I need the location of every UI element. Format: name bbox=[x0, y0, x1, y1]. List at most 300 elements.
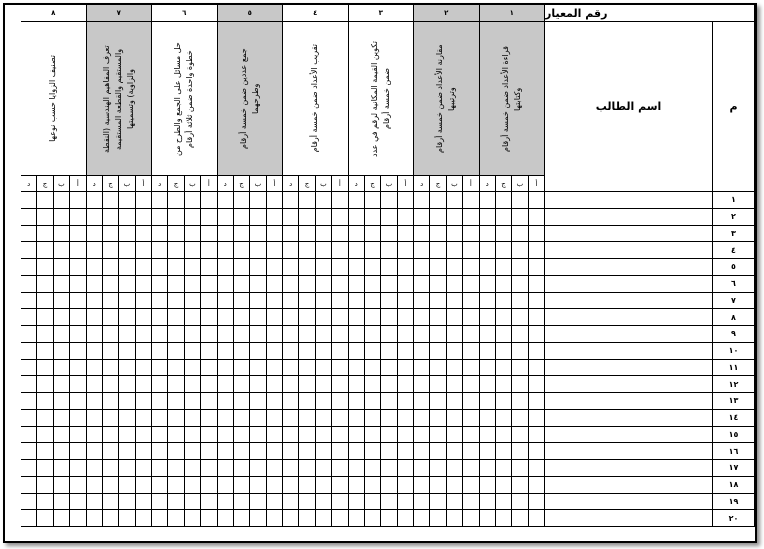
grade-cell[interactable] bbox=[168, 393, 184, 410]
grade-cell[interactable] bbox=[316, 343, 332, 360]
grade-cell[interactable] bbox=[152, 510, 168, 527]
grade-cell[interactable] bbox=[250, 226, 266, 243]
grade-cell[interactable] bbox=[430, 259, 446, 276]
grade-cell[interactable] bbox=[365, 443, 381, 460]
grade-cell[interactable] bbox=[185, 293, 201, 310]
grade-cell[interactable] bbox=[480, 242, 496, 259]
grade-cell[interactable] bbox=[234, 209, 250, 226]
grade-cell[interactable] bbox=[414, 192, 430, 209]
grade-cell[interactable] bbox=[430, 494, 446, 511]
grade-cell[interactable] bbox=[463, 309, 479, 326]
grade-cell[interactable] bbox=[185, 393, 201, 410]
grade-cell[interactable] bbox=[529, 510, 545, 527]
grade-cell[interactable] bbox=[529, 393, 545, 410]
student-name-cell[interactable] bbox=[545, 410, 713, 427]
grade-cell[interactable] bbox=[37, 393, 53, 410]
grade-cell[interactable] bbox=[201, 293, 217, 310]
grade-cell[interactable] bbox=[21, 343, 37, 360]
grade-cell[interactable] bbox=[365, 209, 381, 226]
grade-cell[interactable] bbox=[21, 259, 37, 276]
grade-cell[interactable] bbox=[512, 226, 528, 243]
grade-cell[interactable] bbox=[218, 360, 234, 377]
grade-cell[interactable] bbox=[234, 393, 250, 410]
grade-cell[interactable] bbox=[496, 477, 512, 494]
grade-cell[interactable] bbox=[398, 192, 414, 209]
grade-cell[interactable] bbox=[21, 477, 37, 494]
grade-cell[interactable] bbox=[316, 309, 332, 326]
grade-cell[interactable] bbox=[299, 477, 315, 494]
grade-cell[interactable] bbox=[496, 376, 512, 393]
grade-cell[interactable] bbox=[332, 192, 348, 209]
grade-cell[interactable] bbox=[136, 293, 152, 310]
grade-cell[interactable] bbox=[87, 259, 103, 276]
grade-cell[interactable] bbox=[37, 242, 53, 259]
grade-cell[interactable] bbox=[267, 410, 283, 427]
grade-cell[interactable] bbox=[267, 326, 283, 343]
grade-cell[interactable] bbox=[152, 226, 168, 243]
student-name-cell[interactable] bbox=[545, 460, 713, 477]
grade-cell[interactable] bbox=[152, 209, 168, 226]
grade-cell[interactable] bbox=[365, 360, 381, 377]
grade-cell[interactable] bbox=[512, 192, 528, 209]
grade-cell[interactable] bbox=[398, 393, 414, 410]
grade-cell[interactable] bbox=[283, 360, 299, 377]
grade-cell[interactable] bbox=[365, 494, 381, 511]
grade-cell[interactable] bbox=[447, 343, 463, 360]
grade-cell[interactable] bbox=[398, 460, 414, 477]
grade-cell[interactable] bbox=[430, 192, 446, 209]
grade-cell[interactable] bbox=[152, 410, 168, 427]
grade-cell[interactable] bbox=[136, 460, 152, 477]
student-name-cell[interactable] bbox=[545, 242, 713, 259]
grade-cell[interactable] bbox=[152, 192, 168, 209]
grade-cell[interactable] bbox=[299, 460, 315, 477]
grade-cell[interactable] bbox=[152, 494, 168, 511]
grade-cell[interactable] bbox=[299, 427, 315, 444]
grade-cell[interactable] bbox=[480, 410, 496, 427]
grade-cell[interactable] bbox=[349, 226, 365, 243]
grade-cell[interactable] bbox=[316, 209, 332, 226]
grade-cell[interactable] bbox=[54, 226, 70, 243]
grade-cell[interactable] bbox=[496, 309, 512, 326]
grade-cell[interactable] bbox=[250, 460, 266, 477]
grade-cell[interactable] bbox=[480, 209, 496, 226]
grade-cell[interactable] bbox=[365, 326, 381, 343]
grade-cell[interactable] bbox=[37, 443, 53, 460]
grade-cell[interactable] bbox=[218, 326, 234, 343]
grade-cell[interactable] bbox=[21, 209, 37, 226]
grade-cell[interactable] bbox=[21, 410, 37, 427]
grade-cell[interactable] bbox=[349, 460, 365, 477]
grade-cell[interactable] bbox=[316, 443, 332, 460]
grade-cell[interactable] bbox=[299, 242, 315, 259]
grade-cell[interactable] bbox=[299, 393, 315, 410]
grade-cell[interactable] bbox=[37, 309, 53, 326]
grade-cell[interactable] bbox=[54, 343, 70, 360]
grade-cell[interactable] bbox=[349, 192, 365, 209]
grade-cell[interactable] bbox=[234, 477, 250, 494]
grade-cell[interactable] bbox=[430, 309, 446, 326]
grade-cell[interactable] bbox=[463, 443, 479, 460]
grade-cell[interactable] bbox=[480, 376, 496, 393]
grade-cell[interactable] bbox=[201, 443, 217, 460]
grade-cell[interactable] bbox=[332, 326, 348, 343]
grade-cell[interactable] bbox=[349, 494, 365, 511]
grade-cell[interactable] bbox=[70, 259, 86, 276]
grade-cell[interactable] bbox=[349, 242, 365, 259]
grade-cell[interactable] bbox=[299, 293, 315, 310]
grade-cell[interactable] bbox=[365, 259, 381, 276]
student-name-cell[interactable] bbox=[545, 393, 713, 410]
student-name-cell[interactable] bbox=[545, 360, 713, 377]
grade-cell[interactable] bbox=[70, 343, 86, 360]
grade-cell[interactable] bbox=[398, 276, 414, 293]
grade-cell[interactable] bbox=[299, 443, 315, 460]
grade-cell[interactable] bbox=[529, 443, 545, 460]
grade-cell[interactable] bbox=[103, 343, 119, 360]
grade-cell[interactable] bbox=[103, 477, 119, 494]
grade-cell[interactable] bbox=[201, 410, 217, 427]
grade-cell[interactable] bbox=[103, 293, 119, 310]
grade-cell[interactable] bbox=[414, 326, 430, 343]
grade-cell[interactable] bbox=[267, 477, 283, 494]
grade-cell[interactable] bbox=[267, 460, 283, 477]
grade-cell[interactable] bbox=[381, 477, 397, 494]
grade-cell[interactable] bbox=[529, 376, 545, 393]
grade-cell[interactable] bbox=[267, 209, 283, 226]
grade-cell[interactable] bbox=[381, 309, 397, 326]
grade-cell[interactable] bbox=[283, 510, 299, 527]
grade-cell[interactable] bbox=[512, 494, 528, 511]
grade-cell[interactable] bbox=[21, 393, 37, 410]
grade-cell[interactable] bbox=[218, 427, 234, 444]
grade-cell[interactable] bbox=[529, 494, 545, 511]
grade-cell[interactable] bbox=[414, 376, 430, 393]
student-name-cell[interactable] bbox=[545, 343, 713, 360]
grade-cell[interactable] bbox=[87, 477, 103, 494]
grade-cell[interactable] bbox=[201, 309, 217, 326]
grade-cell[interactable] bbox=[201, 276, 217, 293]
grade-cell[interactable] bbox=[463, 343, 479, 360]
grade-cell[interactable] bbox=[299, 226, 315, 243]
grade-cell[interactable] bbox=[496, 360, 512, 377]
grade-cell[interactable] bbox=[152, 443, 168, 460]
grade-cell[interactable] bbox=[54, 443, 70, 460]
grade-cell[interactable] bbox=[54, 209, 70, 226]
grade-cell[interactable] bbox=[529, 427, 545, 444]
grade-cell[interactable] bbox=[218, 242, 234, 259]
grade-cell[interactable] bbox=[70, 242, 86, 259]
grade-cell[interactable] bbox=[185, 443, 201, 460]
grade-cell[interactable] bbox=[54, 376, 70, 393]
grade-cell[interactable] bbox=[21, 192, 37, 209]
grade-cell[interactable] bbox=[87, 192, 103, 209]
grade-cell[interactable] bbox=[283, 226, 299, 243]
grade-cell[interactable] bbox=[218, 510, 234, 527]
grade-cell[interactable] bbox=[447, 259, 463, 276]
grade-cell[interactable] bbox=[512, 209, 528, 226]
grade-cell[interactable] bbox=[463, 427, 479, 444]
grade-cell[interactable] bbox=[463, 494, 479, 511]
grade-cell[interactable] bbox=[480, 343, 496, 360]
grade-cell[interactable] bbox=[267, 242, 283, 259]
grade-cell[interactable] bbox=[54, 360, 70, 377]
grade-cell[interactable] bbox=[119, 343, 135, 360]
grade-cell[interactable] bbox=[512, 443, 528, 460]
grade-cell[interactable] bbox=[54, 192, 70, 209]
grade-cell[interactable] bbox=[119, 494, 135, 511]
grade-cell[interactable] bbox=[398, 226, 414, 243]
grade-cell[interactable] bbox=[283, 242, 299, 259]
grade-cell[interactable] bbox=[430, 326, 446, 343]
grade-cell[interactable] bbox=[54, 393, 70, 410]
grade-cell[interactable] bbox=[103, 460, 119, 477]
grade-cell[interactable] bbox=[267, 293, 283, 310]
grade-cell[interactable] bbox=[201, 226, 217, 243]
student-name-cell[interactable] bbox=[545, 376, 713, 393]
grade-cell[interactable] bbox=[365, 460, 381, 477]
grade-cell[interactable] bbox=[529, 259, 545, 276]
grade-cell[interactable] bbox=[316, 376, 332, 393]
grade-cell[interactable] bbox=[381, 326, 397, 343]
grade-cell[interactable] bbox=[21, 360, 37, 377]
grade-cell[interactable] bbox=[119, 443, 135, 460]
grade-cell[interactable] bbox=[136, 427, 152, 444]
grade-cell[interactable] bbox=[316, 410, 332, 427]
grade-cell[interactable] bbox=[267, 427, 283, 444]
grade-cell[interactable] bbox=[168, 376, 184, 393]
grade-cell[interactable] bbox=[463, 410, 479, 427]
grade-cell[interactable] bbox=[316, 326, 332, 343]
grade-cell[interactable] bbox=[70, 477, 86, 494]
grade-cell[interactable] bbox=[152, 259, 168, 276]
grade-cell[interactable] bbox=[283, 494, 299, 511]
grade-cell[interactable] bbox=[103, 276, 119, 293]
grade-cell[interactable] bbox=[480, 494, 496, 511]
grade-cell[interactable] bbox=[250, 309, 266, 326]
grade-cell[interactable] bbox=[332, 443, 348, 460]
grade-cell[interactable] bbox=[381, 343, 397, 360]
grade-cell[interactable] bbox=[496, 393, 512, 410]
grade-cell[interactable] bbox=[234, 510, 250, 527]
grade-cell[interactable] bbox=[119, 192, 135, 209]
grade-cell[interactable] bbox=[103, 410, 119, 427]
grade-cell[interactable] bbox=[37, 226, 53, 243]
grade-cell[interactable] bbox=[332, 293, 348, 310]
grade-cell[interactable] bbox=[414, 443, 430, 460]
grade-cell[interactable] bbox=[529, 309, 545, 326]
grade-cell[interactable] bbox=[480, 259, 496, 276]
grade-cell[interactable] bbox=[168, 259, 184, 276]
grade-cell[interactable] bbox=[283, 192, 299, 209]
grade-cell[interactable] bbox=[103, 494, 119, 511]
grade-cell[interactable] bbox=[70, 510, 86, 527]
grade-cell[interactable] bbox=[316, 494, 332, 511]
grade-cell[interactable] bbox=[430, 343, 446, 360]
grade-cell[interactable] bbox=[430, 427, 446, 444]
grade-cell[interactable] bbox=[430, 376, 446, 393]
grade-cell[interactable] bbox=[152, 326, 168, 343]
grade-cell[interactable] bbox=[234, 326, 250, 343]
grade-cell[interactable] bbox=[87, 242, 103, 259]
grade-cell[interactable] bbox=[299, 510, 315, 527]
grade-cell[interactable] bbox=[103, 192, 119, 209]
grade-cell[interactable] bbox=[316, 427, 332, 444]
grade-cell[interactable] bbox=[201, 326, 217, 343]
student-name-cell[interactable] bbox=[545, 427, 713, 444]
grade-cell[interactable] bbox=[54, 510, 70, 527]
grade-cell[interactable] bbox=[332, 259, 348, 276]
grade-cell[interactable] bbox=[381, 276, 397, 293]
grade-cell[interactable] bbox=[332, 209, 348, 226]
grade-cell[interactable] bbox=[234, 309, 250, 326]
grade-cell[interactable] bbox=[529, 410, 545, 427]
grade-cell[interactable] bbox=[267, 360, 283, 377]
grade-cell[interactable] bbox=[365, 410, 381, 427]
grade-cell[interactable] bbox=[398, 376, 414, 393]
grade-cell[interactable] bbox=[414, 343, 430, 360]
grade-cell[interactable] bbox=[349, 209, 365, 226]
grade-cell[interactable] bbox=[250, 360, 266, 377]
grade-cell[interactable] bbox=[447, 393, 463, 410]
grade-cell[interactable] bbox=[168, 410, 184, 427]
grade-cell[interactable] bbox=[119, 242, 135, 259]
grade-cell[interactable] bbox=[447, 410, 463, 427]
grade-cell[interactable] bbox=[512, 343, 528, 360]
grade-cell[interactable] bbox=[316, 259, 332, 276]
grade-cell[interactable] bbox=[70, 326, 86, 343]
grade-cell[interactable] bbox=[316, 242, 332, 259]
grade-cell[interactable] bbox=[87, 326, 103, 343]
grade-cell[interactable] bbox=[496, 326, 512, 343]
grade-cell[interactable] bbox=[119, 427, 135, 444]
grade-cell[interactable] bbox=[414, 360, 430, 377]
grade-cell[interactable] bbox=[349, 360, 365, 377]
grade-cell[interactable] bbox=[250, 326, 266, 343]
grade-cell[interactable] bbox=[381, 242, 397, 259]
grade-cell[interactable] bbox=[381, 410, 397, 427]
grade-cell[interactable] bbox=[54, 293, 70, 310]
grade-cell[interactable] bbox=[87, 393, 103, 410]
grade-cell[interactable] bbox=[201, 360, 217, 377]
grade-cell[interactable] bbox=[381, 192, 397, 209]
grade-cell[interactable] bbox=[21, 443, 37, 460]
grade-cell[interactable] bbox=[512, 427, 528, 444]
grade-cell[interactable] bbox=[480, 393, 496, 410]
grade-cell[interactable] bbox=[119, 460, 135, 477]
grade-cell[interactable] bbox=[119, 410, 135, 427]
grade-cell[interactable] bbox=[496, 494, 512, 511]
grade-cell[interactable] bbox=[463, 226, 479, 243]
grade-cell[interactable] bbox=[201, 477, 217, 494]
grade-cell[interactable] bbox=[332, 494, 348, 511]
grade-cell[interactable] bbox=[398, 326, 414, 343]
grade-cell[interactable] bbox=[414, 226, 430, 243]
grade-cell[interactable] bbox=[447, 360, 463, 377]
grade-cell[interactable] bbox=[185, 360, 201, 377]
grade-cell[interactable] bbox=[201, 343, 217, 360]
grade-cell[interactable] bbox=[283, 276, 299, 293]
grade-cell[interactable] bbox=[185, 427, 201, 444]
grade-cell[interactable] bbox=[496, 427, 512, 444]
grade-cell[interactable] bbox=[529, 276, 545, 293]
grade-cell[interactable] bbox=[332, 276, 348, 293]
grade-cell[interactable] bbox=[37, 410, 53, 427]
grade-cell[interactable] bbox=[365, 393, 381, 410]
grade-cell[interactable] bbox=[299, 259, 315, 276]
grade-cell[interactable] bbox=[136, 343, 152, 360]
grade-cell[interactable] bbox=[218, 209, 234, 226]
grade-cell[interactable] bbox=[316, 226, 332, 243]
grade-cell[interactable] bbox=[218, 276, 234, 293]
grade-cell[interactable] bbox=[201, 494, 217, 511]
grade-cell[interactable] bbox=[447, 510, 463, 527]
grade-cell[interactable] bbox=[267, 192, 283, 209]
grade-cell[interactable] bbox=[398, 209, 414, 226]
grade-cell[interactable] bbox=[21, 427, 37, 444]
grade-cell[interactable] bbox=[136, 276, 152, 293]
grade-cell[interactable] bbox=[381, 293, 397, 310]
grade-cell[interactable] bbox=[299, 494, 315, 511]
grade-cell[interactable] bbox=[365, 242, 381, 259]
grade-cell[interactable] bbox=[250, 477, 266, 494]
grade-cell[interactable] bbox=[201, 460, 217, 477]
grade-cell[interactable] bbox=[316, 510, 332, 527]
grade-cell[interactable] bbox=[168, 443, 184, 460]
grade-cell[interactable] bbox=[414, 242, 430, 259]
grade-cell[interactable] bbox=[365, 276, 381, 293]
grade-cell[interactable] bbox=[349, 443, 365, 460]
grade-cell[interactable] bbox=[349, 427, 365, 444]
grade-cell[interactable] bbox=[87, 376, 103, 393]
grade-cell[interactable] bbox=[332, 477, 348, 494]
grade-cell[interactable] bbox=[316, 477, 332, 494]
grade-cell[interactable] bbox=[480, 226, 496, 243]
grade-cell[interactable] bbox=[398, 477, 414, 494]
grade-cell[interactable] bbox=[119, 393, 135, 410]
grade-cell[interactable] bbox=[496, 443, 512, 460]
grade-cell[interactable] bbox=[463, 259, 479, 276]
grade-cell[interactable] bbox=[496, 510, 512, 527]
grade-cell[interactable] bbox=[168, 276, 184, 293]
grade-cell[interactable] bbox=[283, 393, 299, 410]
grade-cell[interactable] bbox=[218, 192, 234, 209]
grade-cell[interactable] bbox=[201, 376, 217, 393]
grade-cell[interactable] bbox=[201, 242, 217, 259]
grade-cell[interactable] bbox=[463, 293, 479, 310]
grade-cell[interactable] bbox=[37, 209, 53, 226]
grade-cell[interactable] bbox=[218, 494, 234, 511]
grade-cell[interactable] bbox=[447, 309, 463, 326]
grade-cell[interactable] bbox=[152, 309, 168, 326]
grade-cell[interactable] bbox=[168, 192, 184, 209]
grade-cell[interactable] bbox=[119, 276, 135, 293]
grade-cell[interactable] bbox=[332, 360, 348, 377]
grade-cell[interactable] bbox=[70, 393, 86, 410]
grade-cell[interactable] bbox=[168, 510, 184, 527]
grade-cell[interactable] bbox=[447, 326, 463, 343]
grade-cell[interactable] bbox=[21, 309, 37, 326]
grade-cell[interactable] bbox=[218, 460, 234, 477]
grade-cell[interactable] bbox=[87, 427, 103, 444]
grade-cell[interactable] bbox=[463, 393, 479, 410]
grade-cell[interactable] bbox=[103, 226, 119, 243]
grade-cell[interactable] bbox=[480, 427, 496, 444]
grade-cell[interactable] bbox=[349, 343, 365, 360]
grade-cell[interactable] bbox=[70, 293, 86, 310]
grade-cell[interactable] bbox=[21, 293, 37, 310]
grade-cell[interactable] bbox=[136, 510, 152, 527]
